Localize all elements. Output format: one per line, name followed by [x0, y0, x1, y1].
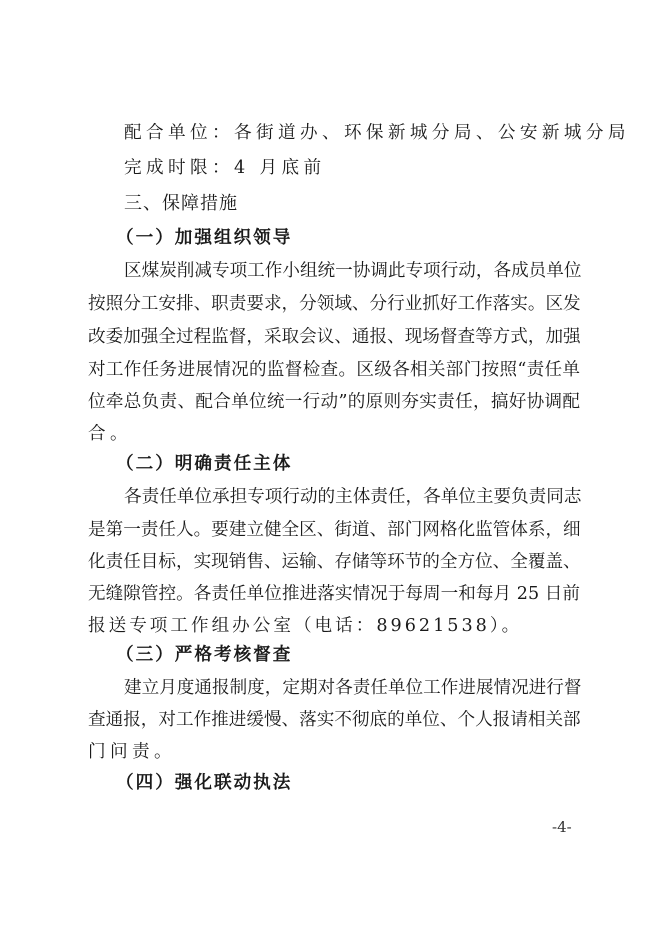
page-number: -4- [552, 818, 572, 836]
paragraph-line: 查通报，对工作推进缓慢、落实不彻底的单位、个人报请相关部 [88, 710, 581, 730]
paragraph-line: 各责任单位承担专项行动的主体责任，各单位主要负责同志 [124, 487, 582, 507]
deadline-line: 完成时限：4 月底前 [124, 158, 326, 178]
paragraph-line: 建立月度通报制度，定期对各责任单位工作进展情况进行督 [124, 678, 582, 698]
section-title-safeguards: 三、保障措施 [124, 193, 238, 214]
paragraph-line: 按照分工安排、职责要求，分领域、分行业抓好工作落实。区发 [88, 294, 581, 314]
paragraph-line: 改委加强全过程监督，采取会议、通报、现场督查等方式，加强 [88, 327, 581, 347]
subsection-title-2: （二）明确责任主体 [116, 453, 293, 474]
subsection-title-1: （一）加强组织领导 [116, 227, 293, 248]
cooperating-units-line: 配合单位：各街道办、环保新城分局、公安新城分局 [124, 123, 630, 143]
paragraph-line: 合。 [88, 424, 132, 444]
paragraph-line: 报送专项工作组办公室（电话：89621538）。 [88, 616, 523, 636]
paragraph-line: 区煤炭削减专项工作小组统一协调此专项行动，各成员单位 [124, 261, 582, 281]
paragraph-line: 对工作任务进展情况的监督检查。区级各相关部门按照“责任单 [88, 360, 580, 380]
subsection-title-4: （四）强化联动执法 [116, 772, 293, 793]
paragraph-line: 位牵总负责、配合单位统一行动”的原则夯实责任，搞好协调配 [88, 392, 580, 412]
subsection-title-3: （三）严格考核督查 [116, 644, 293, 665]
paragraph-line: 是第一责任人。要建立健全区、街道、部门网格化监管体系，细 [88, 520, 581, 540]
paragraph-line: 无缝隙管控。各责任单位推进落实情况于每周一和每月 25 日前 [88, 584, 580, 604]
paragraph-line: 化责任目标，实现销售、运输、存储等环节的全方位、全覆盖、 [88, 552, 581, 572]
paragraph-line: 门问责。 [88, 742, 176, 762]
